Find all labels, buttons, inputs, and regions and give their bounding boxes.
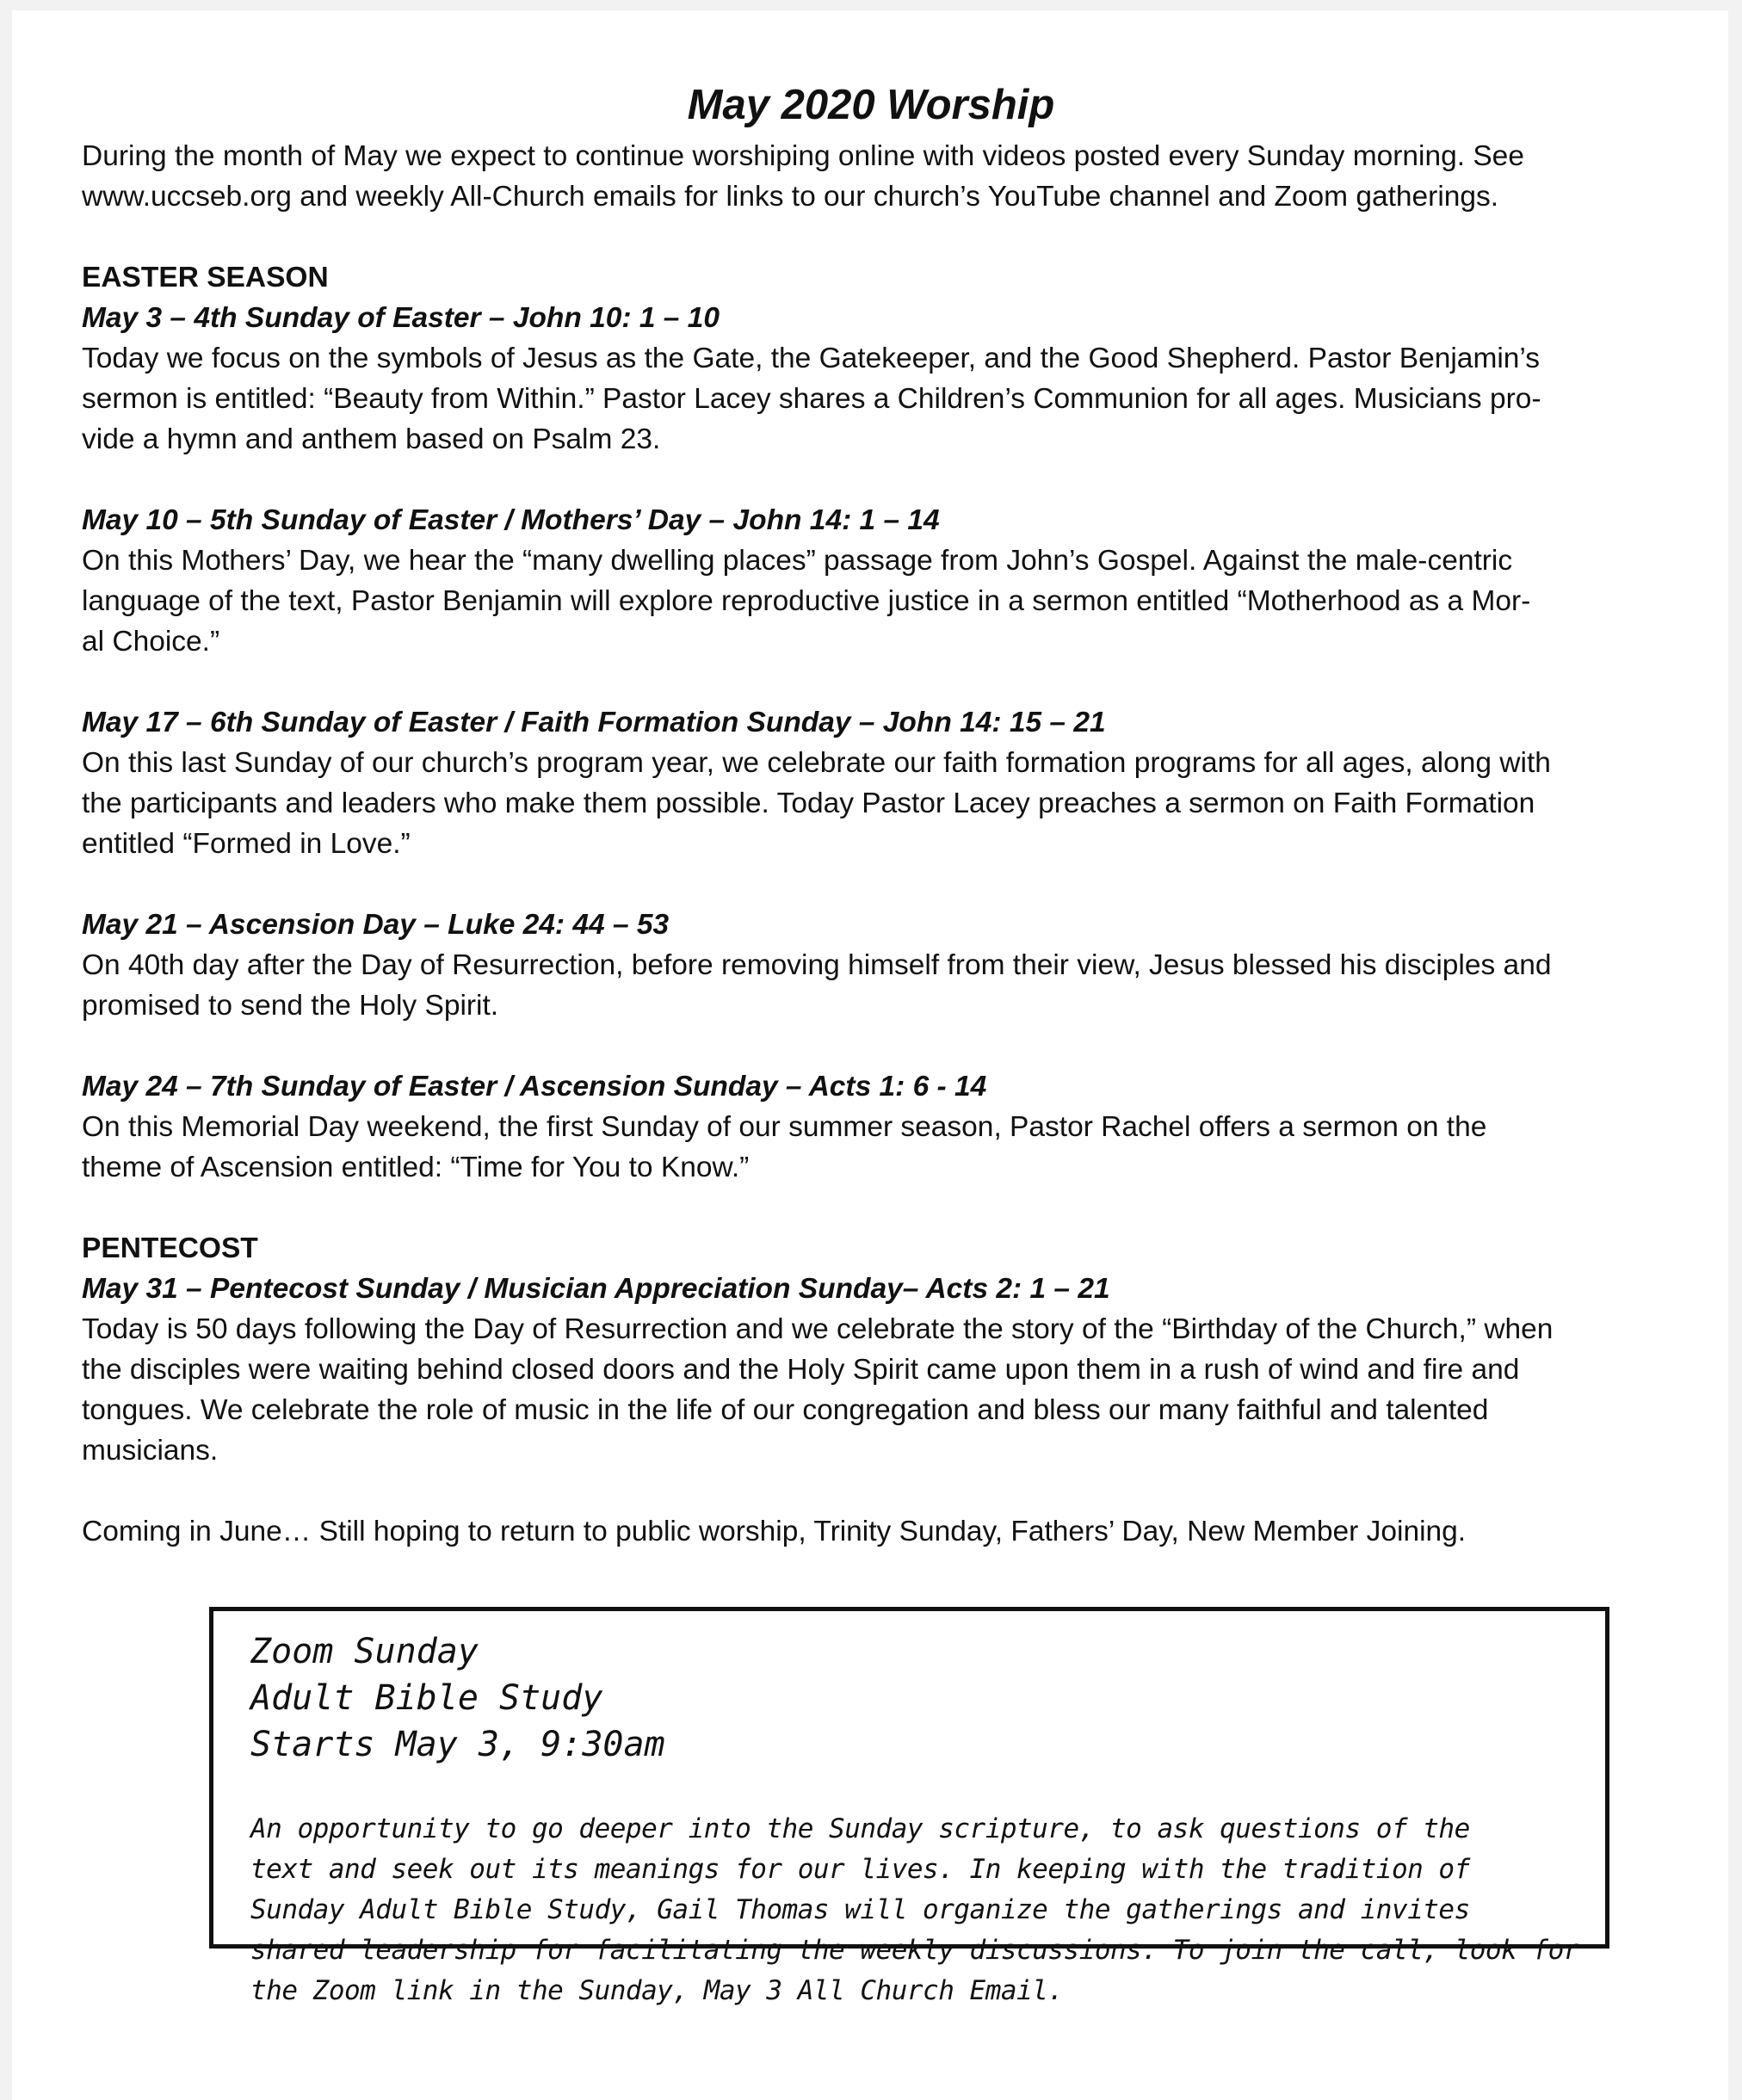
service-line: On 40th day after the Day of Resurrection, before removing himself from their view, Jesus blessed his disciples and bbox=[82, 949, 1552, 981]
service-line: Today we focus on the symbols of Jesus as the Gate, the Gatekeeper, and the Good Shepherd. Pastor Benjamin’s bbox=[82, 343, 1541, 374]
service-entry bbox=[82, 298, 1700, 460]
service-entry bbox=[82, 702, 1700, 864]
box-heading-line: Starts May 3, 9:30am bbox=[250, 1725, 665, 1764]
box-body-line: Sunday Adult Bible Study, Gail Thomas will organize the gatherings and invites bbox=[250, 1894, 1470, 1925]
worship-content bbox=[82, 136, 1700, 1552]
service-heading: May 31 – Pentecost Sunday / Musician Appreciation Sunday– Acts 2: 1 – 21 bbox=[82, 1273, 1110, 1305]
intro-line: During the month of May we expect to continue worshiping online with videos posted every Sunday morning. See bbox=[82, 140, 1524, 172]
service-line: Today is 50 days following the Day of Resurrection and we celebrate the story of the “Birthday of the Church,” when bbox=[82, 1313, 1554, 1345]
service-entry bbox=[82, 500, 1700, 662]
service-line: theme of Ascension entitled: “Time for You to Know.” bbox=[82, 1152, 750, 1183]
service-line: al Choice.” bbox=[82, 626, 220, 658]
service-line: On this last Sunday of our church’s program year, we celebrate our faith formation programs for all ages, along with bbox=[82, 747, 1551, 779]
service-entry bbox=[82, 1269, 1700, 1471]
section-heading-pentecost: PENTECOST bbox=[82, 1232, 258, 1264]
box-body-line: An opportunity to go deeper into the Sunday scripture, to ask questions of the bbox=[250, 1813, 1470, 1844]
newsletter-page bbox=[12, 10, 1728, 2100]
service-line: On this Memorial Day weekend, the first Sunday of our summer season, Pastor Rachel offers a sermon on the bbox=[82, 1111, 1487, 1143]
service-heading: May 3 – 4th Sunday of Easter – John 10: 1 – 10 bbox=[82, 302, 720, 334]
service-line: sermon is entitled: “Beauty from Within.” Pastor Lacey shares a Children’s Communion for all ages. Musicians pro- bbox=[82, 383, 1541, 415]
bible-study-description bbox=[250, 1809, 1593, 2011]
bible-study-box bbox=[209, 1607, 1609, 2006]
service-entry bbox=[82, 1066, 1700, 1188]
section-heading-easter: EASTER SEASON bbox=[82, 262, 329, 293]
service-line: promised to send the Holy Spirit. bbox=[82, 990, 499, 1022]
service-line: entitled “Formed in Love.” bbox=[82, 828, 411, 860]
service-line: vide a hymn and anthem based on Psalm 23. bbox=[82, 423, 661, 455]
service-line: On this Mothers’ Day, we hear the “many dwelling places” passage from John’s Gospel. Against the male-centric bbox=[82, 545, 1513, 577]
service-heading: May 17 – 6th Sunday of Easter / Faith Formation Sunday – John 14: 15 – 21 bbox=[82, 707, 1106, 738]
box-body-line: text and seek out its meanings for our lives. In keeping with the tradition of bbox=[250, 1854, 1470, 1885]
box-body-line: the Zoom link in the Sunday, May 3 All Church Email. bbox=[250, 1975, 1064, 2006]
service-line: the participants and leaders who make them possible. Today Pastor Lacey preaches a sermon on Faith Formation bbox=[82, 788, 1535, 819]
service-line: language of the text, Pastor Benjamin will explore reproductive justice in a sermon entitled “Motherhood as a Mor- bbox=[82, 585, 1531, 617]
service-heading: May 21 – Ascension Day – Luke 24: 44 – 53 bbox=[82, 909, 670, 941]
service-line: tongues. We celebrate the role of music in the life of our congregation and bless our many faithful and talented bbox=[82, 1394, 1489, 1426]
intro-line: www.uccseb.org and weekly All-Church emails for links to our church’s YouTube channel and Zoom gatherings. bbox=[82, 181, 1499, 213]
service-heading: May 24 – 7th Sunday of Easter / Ascension Sunday – Acts 1: 6 - 14 bbox=[82, 1071, 987, 1102]
service-line: the disciples were waiting behind closed doors and the Holy Spirit came upon them in a rush of wind and fire and bbox=[82, 1354, 1520, 1386]
box-heading-line: Zoom Sunday bbox=[250, 1632, 479, 1671]
service-entry bbox=[82, 905, 1700, 1026]
page-title: May 2020 Worship bbox=[687, 82, 1055, 128]
service-heading: May 10 – 5th Sunday of Easter / Mothers’ Day – John 14: 1 – 14 bbox=[82, 504, 940, 536]
coming-in-june: Coming in June… Still hoping to return to public worship, Trinity Sunday, Fathers’ Day, New Member Joining. bbox=[82, 1516, 1467, 1547]
bible-study-heading bbox=[250, 1628, 665, 1768]
box-body-line: shared leadership for facilitating the weekly discussions. To join the call, look for bbox=[250, 1935, 1579, 1966]
box-heading-line: Adult Bible Study bbox=[250, 1678, 603, 1718]
service-line: musicians. bbox=[82, 1435, 219, 1467]
